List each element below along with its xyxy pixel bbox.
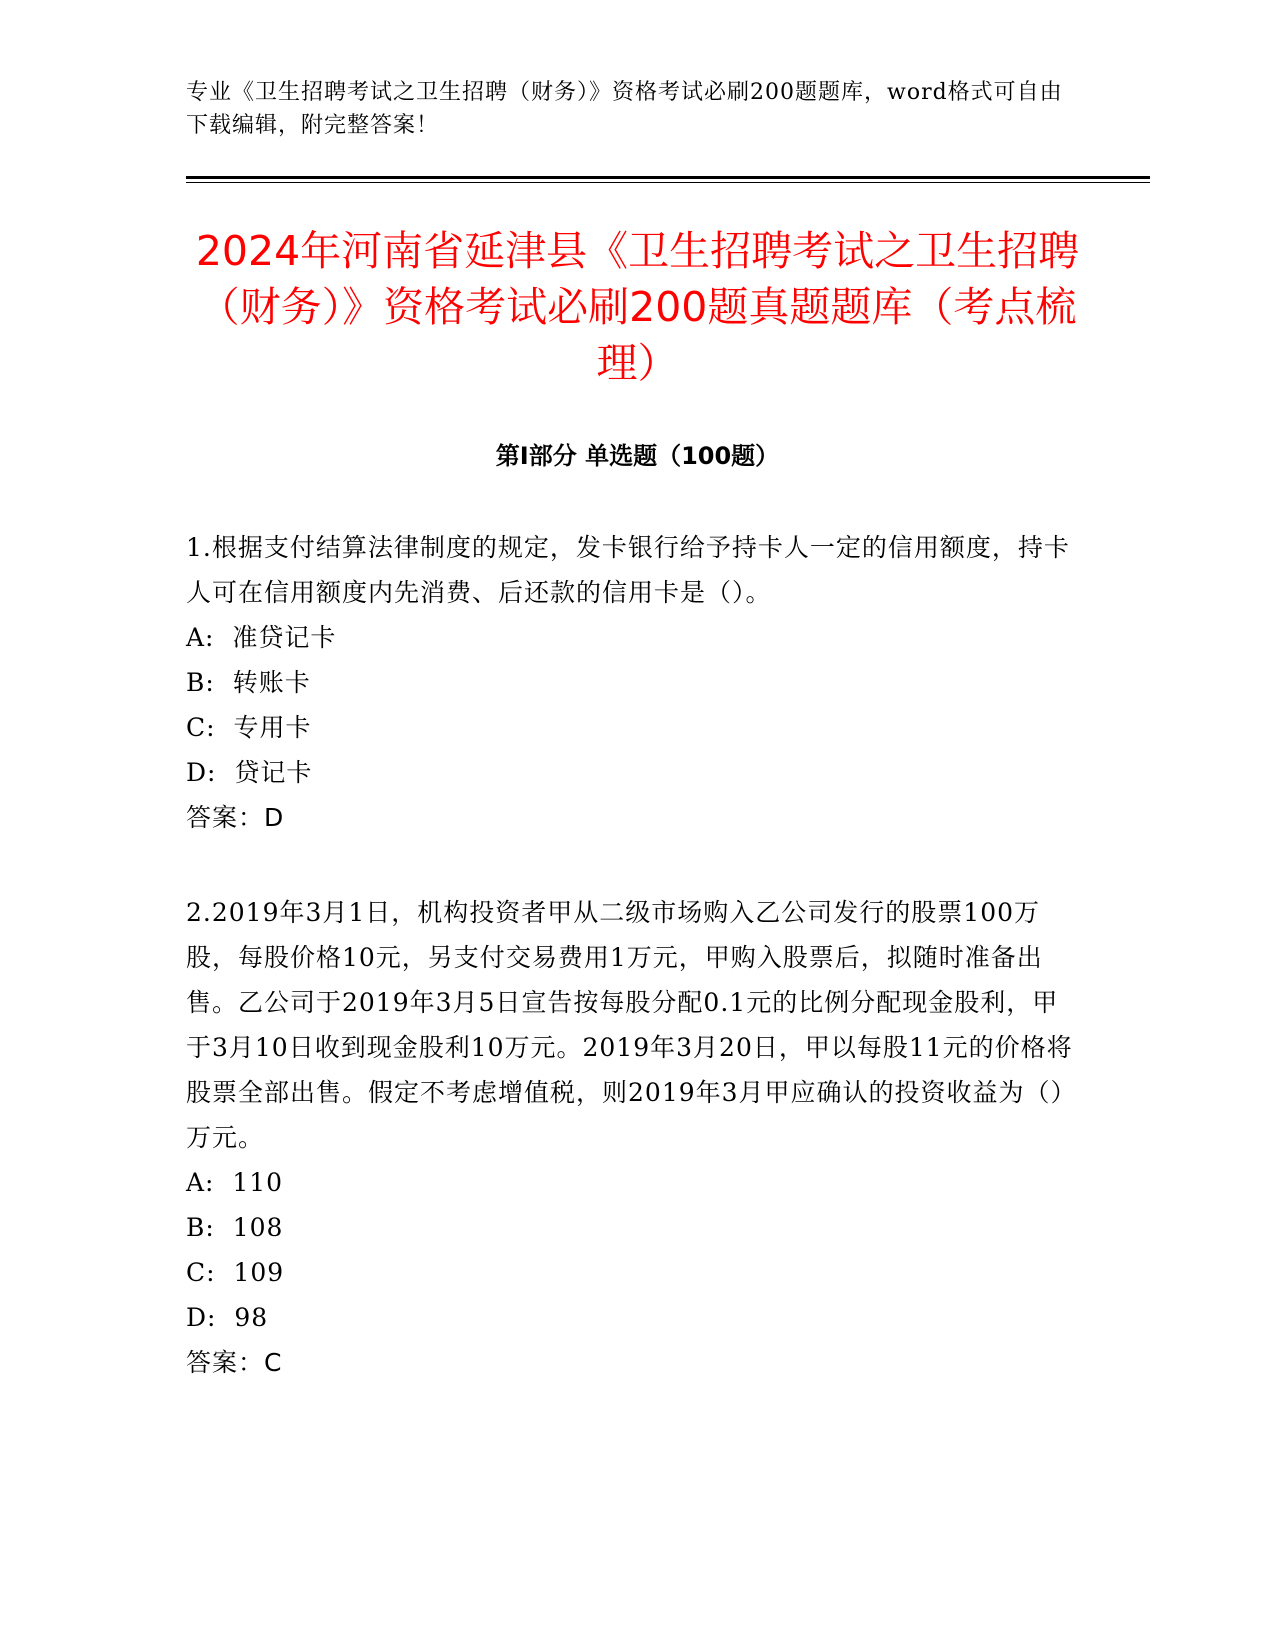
option-b: B: 转账卡 [186,668,311,697]
option-b: B: 108 [186,1213,284,1242]
question-stem: 1.根据支付结算法律制度的规定，发卡银行给予持卡人一定的信用额度，持卡人可在信用额度内先消费、后还款的信用卡是（）。 [186,533,1070,607]
option-d: D: 贷记卡 [186,758,313,787]
option-a: A: 准贷记卡 [186,623,337,652]
answer: 答案：C [186,1348,283,1377]
document-title: 2024年河南省延津县《卫生招聘考试之卫生招聘（财务）》资格考试必刷200题真题题库（考点梳理） [195,227,1080,387]
header-divider-thick [186,176,1150,179]
option-a: A: 110 [186,1168,284,1197]
question-stem: 2.2019年3月1日，机构投资者甲从二级市场购入乙公司发行的股票100万股，每股价格10元，另支付交易费用1万元，甲购入股票后，拟随时准备出售。乙公司于2019年3月5日宣告按每股分配0.1元的比例分配现金股利，甲于3月10日收到现金股利10万元。2019年3月20日，甲以每股11元的价格将股票全部出售。假定不考虑增值税，则2019年3月甲应确认的投资收益为（）万元。 [186,898,1073,1152]
answer: 答案：D [186,803,285,832]
option-d: D: 98 [186,1303,269,1332]
question-1 [186,525,1076,840]
header-divider-thin [186,182,1150,183]
option-c: C: 专用卡 [186,713,312,742]
header-note: 专业《卫生招聘考试之卫生招聘（财务）》资格考试必刷200题题库，word格式可自由下载编辑，附完整答案！ [186,80,1063,138]
option-c: C: 109 [186,1258,285,1287]
section-heading: 第I部分 单选题（100题） [495,442,780,470]
question-2 [186,890,1076,1385]
